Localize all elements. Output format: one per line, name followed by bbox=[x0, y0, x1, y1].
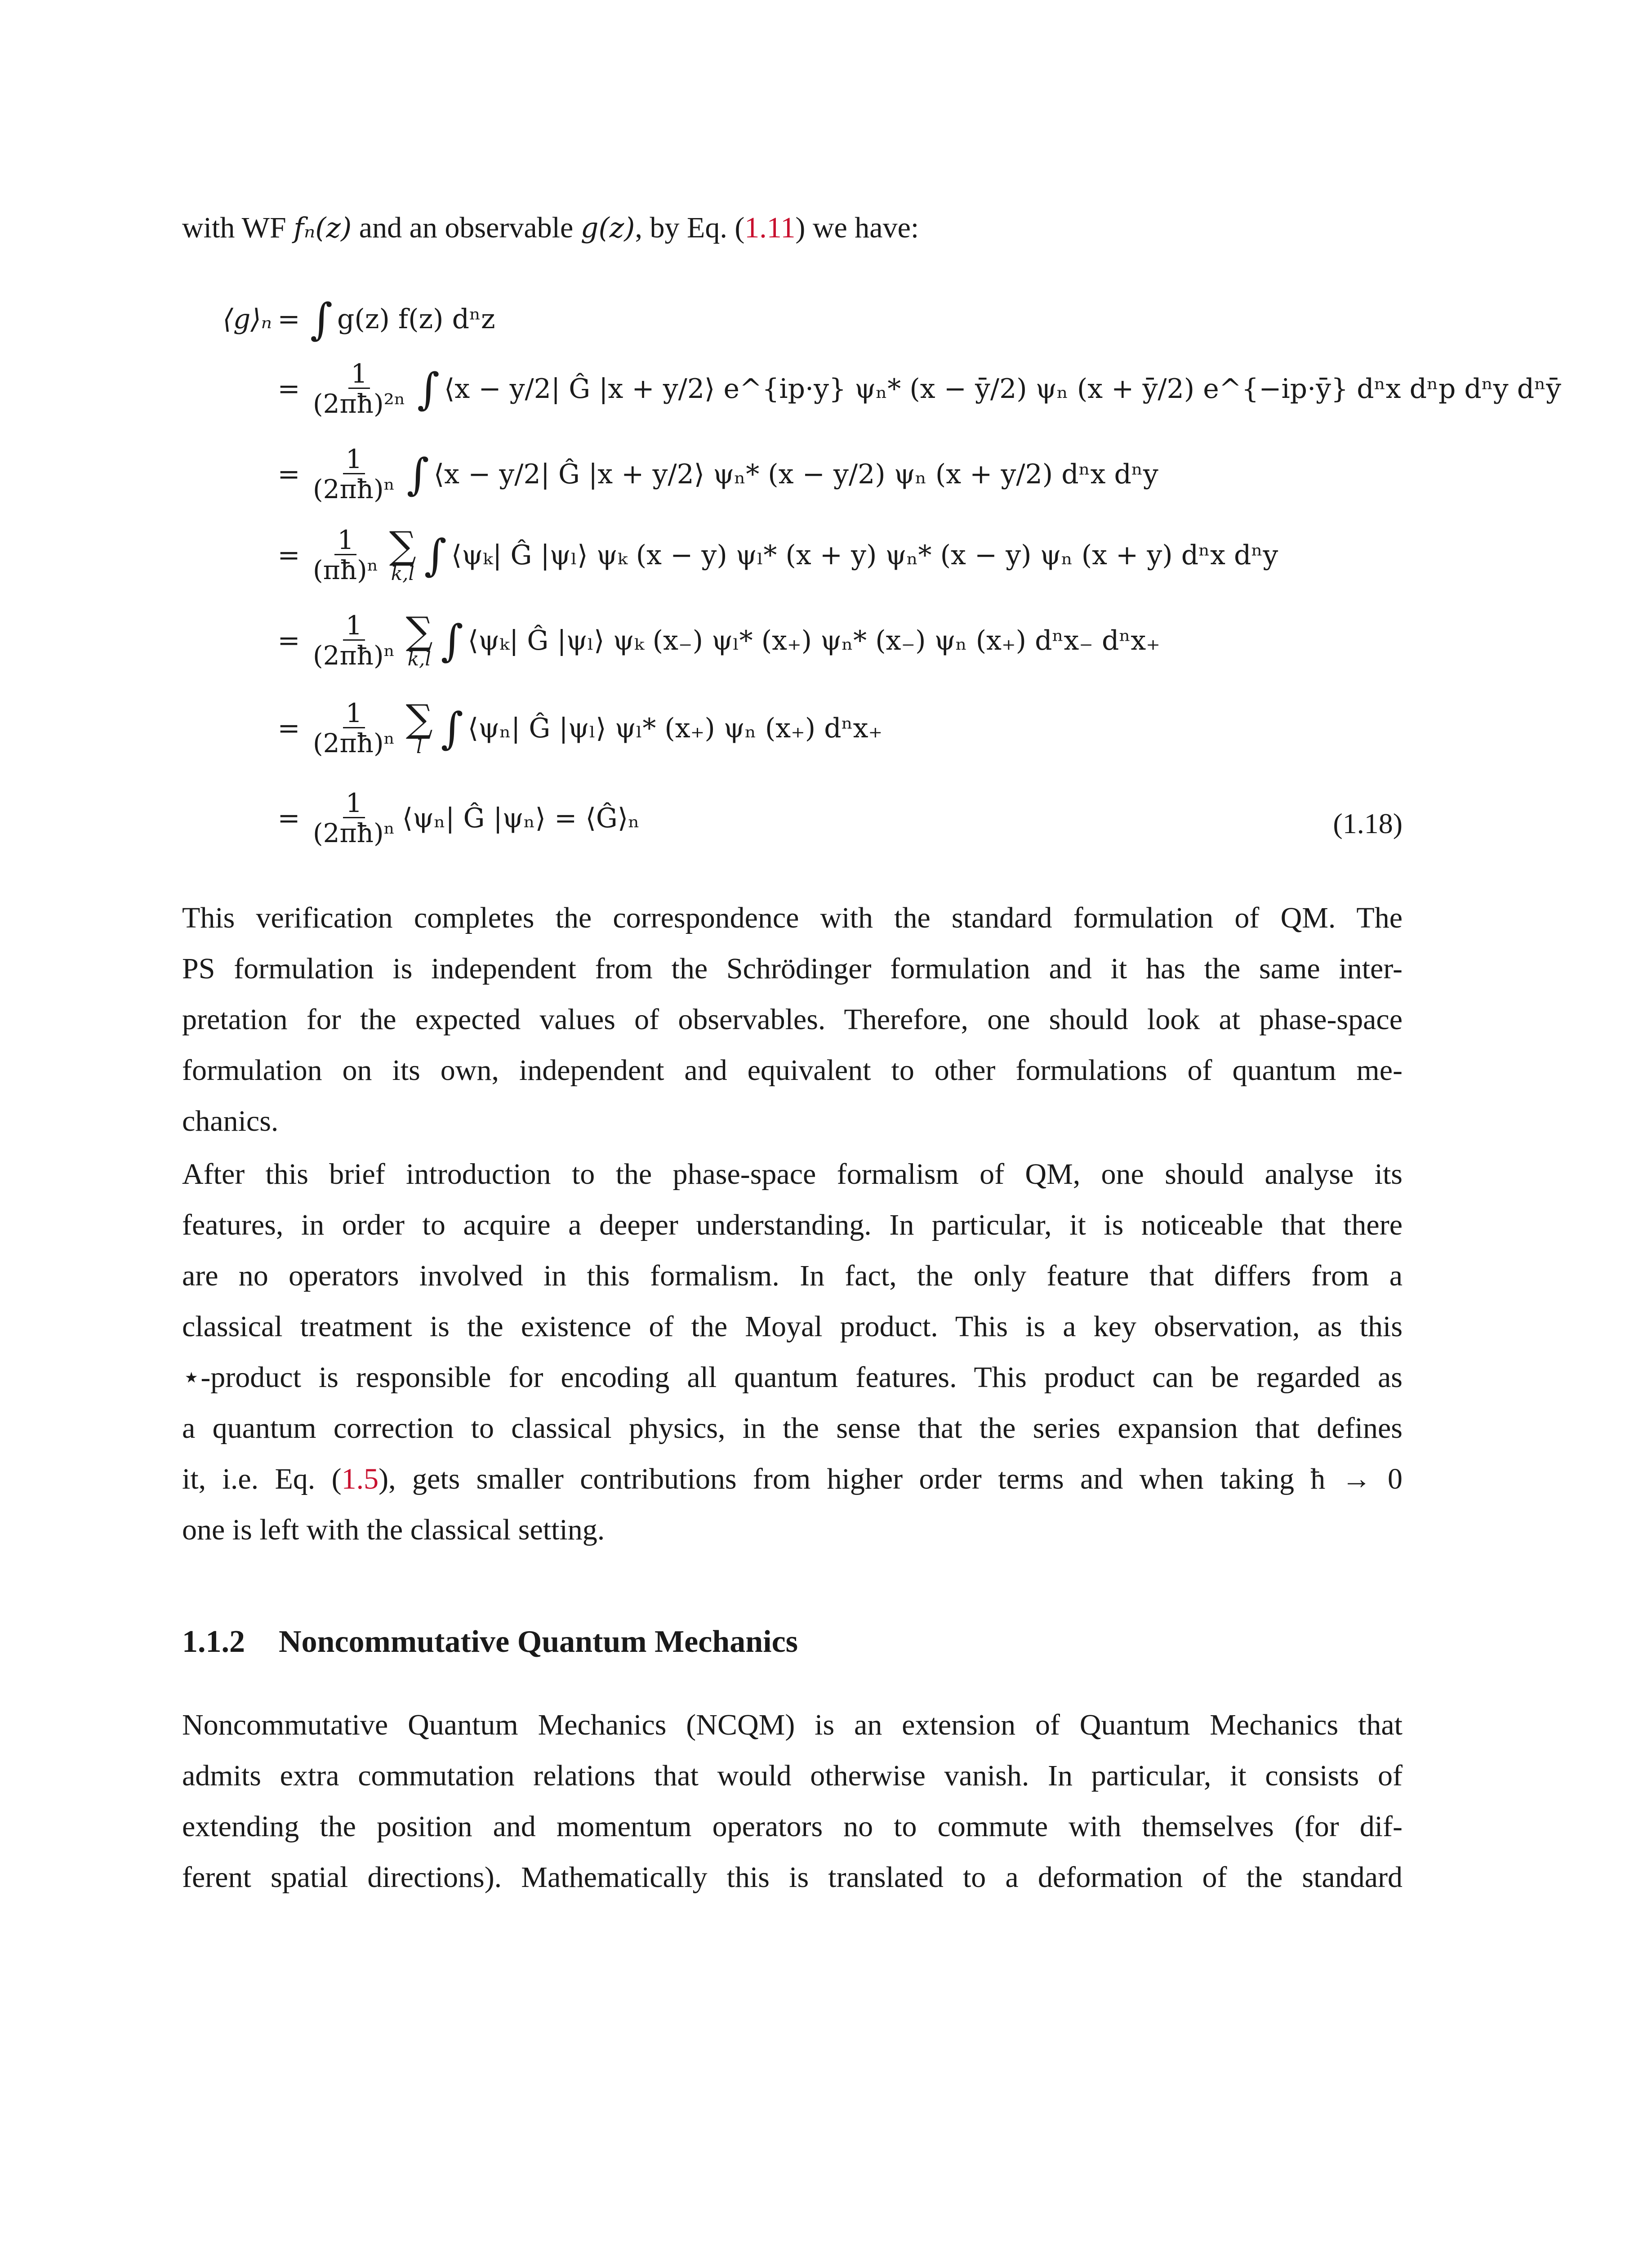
equation-line-2: = $\frac{1}{\text{(2πħ)²ⁿ}}$ ∫ ⟨x − y/2| Ĝ |x + y/2⟩ e^{ip·y} ψₙ* (x − ȳ/2) ψₙ (x + ȳ/2) e^{−ip·ȳ} dⁿx dⁿp dⁿy dⁿȳ bbox=[277, 358, 1562, 419]
integral-sign: ∫ bbox=[406, 449, 429, 500]
equation-rhs: ⟨ψₖ| Ĝ |ψₗ⟩ ψₖ (x − y) ψₗ* (x + y) ψₙ* (x − y) ψₙ (x + y) dⁿx dⁿy bbox=[451, 540, 1278, 571]
intro-line: with WF fₙ(z) and an observable g(z), by Eq. (1.11) we have: bbox=[182, 211, 919, 244]
equation-line-3: = $\frac{1}{\text{(2πħ)ⁿ}}$ ∫ ⟨x − y/2| Ĝ |x + y/2⟩ ψₙ* (x − y/2) ψₙ (x + y/2) dⁿx dⁿy bbox=[277, 443, 1158, 504]
fraction: $\frac{1}{\text{(2πħ)ⁿ}}$ bbox=[313, 697, 395, 758]
integral-sign: ∫ bbox=[441, 703, 463, 754]
fraction: $\frac{1}{\text{(2πħ)ⁿ}}$ bbox=[313, 610, 395, 671]
equation-rhs: ⟨ψₙ| Ĝ |ψₗ⟩ ψₗ* (x₊) ψₙ (x₊) dⁿx₊ bbox=[468, 713, 883, 744]
section-title: Noncommutative Quantum Mechanics bbox=[279, 1624, 798, 1659]
summation: ∑ k,l bbox=[405, 609, 433, 670]
paragraph-moyal: After this brief introduction to the phase-space formalism of QM, one should analyse its features, in order to acquire a deeper understanding. In particular, it is noticeable that there are no operators involved in this formalism. In fact, the only feature that differs from a classical treatment is the existence of the Moyal product. This is a key observation, as this ⋆-product is responsible for encoding all quantum features. This product can be regarded as a quantum correction to classical physics, in the sense that the series expansion that defines it, i.e. Eq. (1.5), gets smaller contributions from higher order terms and when taking ħ → 0 one is left with the classical setting. bbox=[182, 1158, 1403, 1546]
fraction: $\frac{1}{\text{(2πħ)²ⁿ}}$ bbox=[313, 358, 405, 419]
fraction: $\frac{1}{\text{(2πħ)ⁿ}}$ bbox=[313, 443, 395, 504]
equation-link[interactable]: 1.5 bbox=[341, 1463, 379, 1495]
integral-sign: ∫ bbox=[441, 616, 463, 666]
equation-line-4: = $\frac{1}{\text{(πħ)ⁿ}}$ ∑ k,l ∫ ⟨ψₖ| Ĝ |ψₗ⟩ ψₖ (x − y) ψₗ* (x + y) ψₙ* (x − y) ψₙ (x + y) dⁿx dⁿy bbox=[277, 523, 1278, 585]
equation-line-5: = $\frac{1}{\text{(2πħ)ⁿ}}$ ∑ k,l ∫ ⟨ψₖ| Ĝ |ψₗ⟩ ψₖ (x₋) ψₗ* (x₊) ψₙ* (x₋) ψₙ (x₊) dⁿx₋ dⁿx₊ bbox=[277, 609, 1160, 671]
section-heading bbox=[182, 1624, 798, 1660]
intro-paragraph bbox=[182, 202, 1403, 253]
equation-line-1: ⟨g⟩ₙ = ∫ g(z) f(z) dⁿz bbox=[182, 290, 495, 348]
summation: ∑ k,l bbox=[389, 523, 416, 584]
equation-rhs: g(z) f(z) dⁿz bbox=[337, 303, 495, 335]
paragraph-verification: This verification completes the correspondence with the standard formulation of QM. The PS formulation is independent from the Schrödinger formulation and it has the same inter- pretation for the expected values of observables. Therefore, one should look at phase-space formulation on its own, independent and equivalent to other formulations of quantum me- chanics. bbox=[182, 901, 1403, 1137]
equation-rhs: ⟨ψₙ| Ĝ |ψₙ⟩ = ⟨Ĝ⟩ₙ bbox=[402, 803, 640, 834]
equation-rhs: ⟨ψₖ| Ĝ |ψₗ⟩ ψₖ (x₋) ψₗ* (x₊) ψₙ* (x₋) ψₙ (x₊) dⁿx₋ dⁿx₊ bbox=[468, 625, 1160, 656]
fraction: $\frac{1}{\text{(2πħ)ⁿ}}$ bbox=[313, 787, 395, 848]
integral-sign: ∫ bbox=[310, 294, 333, 344]
equation-number: (1.18) bbox=[1333, 807, 1403, 839]
section-number: 1.1.2 bbox=[182, 1624, 245, 1659]
summation: ∑ l bbox=[405, 696, 433, 758]
fraction: $\frac{1}{\text{(πħ)ⁿ}}$ bbox=[313, 524, 378, 585]
equation-line-7: = $\frac{1}{\text{(2πħ)ⁿ}}$ ⟨ψₙ| Ĝ |ψₙ⟩ = ⟨Ĝ⟩ₙ bbox=[277, 787, 640, 848]
integral-sign: ∫ bbox=[424, 530, 447, 580]
equation-link[interactable]: 1.11 bbox=[744, 211, 796, 244]
equation-line-6: = $\frac{1}{\text{(2πħ)ⁿ}}$ ∑ l ∫ ⟨ψₙ| Ĝ |ψₗ⟩ ψₗ* (x₊) ψₙ (x₊) dⁿx₊ bbox=[277, 696, 883, 758]
paragraph-ncqm: Noncommutative Quantum Mechanics (NCQM) is an extension of Quantum Mechanics that admits extra commutation relations that would otherwise vanish. In particular, it consists of extending the position and momentum operators no to commute with themselves (for dif- ferent spatial directions). Mathematically this is translated to a deformation of the standard bbox=[182, 1708, 1403, 1894]
integral-sign: ∫ bbox=[417, 364, 440, 414]
equation-rhs: ⟨x − y/2| Ĝ |x + y/2⟩ ψₙ* (x − y/2) ψₙ (x + y/2) dⁿx dⁿy bbox=[433, 459, 1158, 490]
equation-lhs: ⟨g⟩ₙ bbox=[223, 303, 272, 335]
equation-rhs: ⟨x − y/2| Ĝ |x + y/2⟩ e^{ip·y} ψₙ* (x − ȳ/2) ψₙ (x + ȳ/2) e^{−ip·ȳ} dⁿx dⁿp dⁿy dⁿȳ bbox=[444, 373, 1562, 405]
